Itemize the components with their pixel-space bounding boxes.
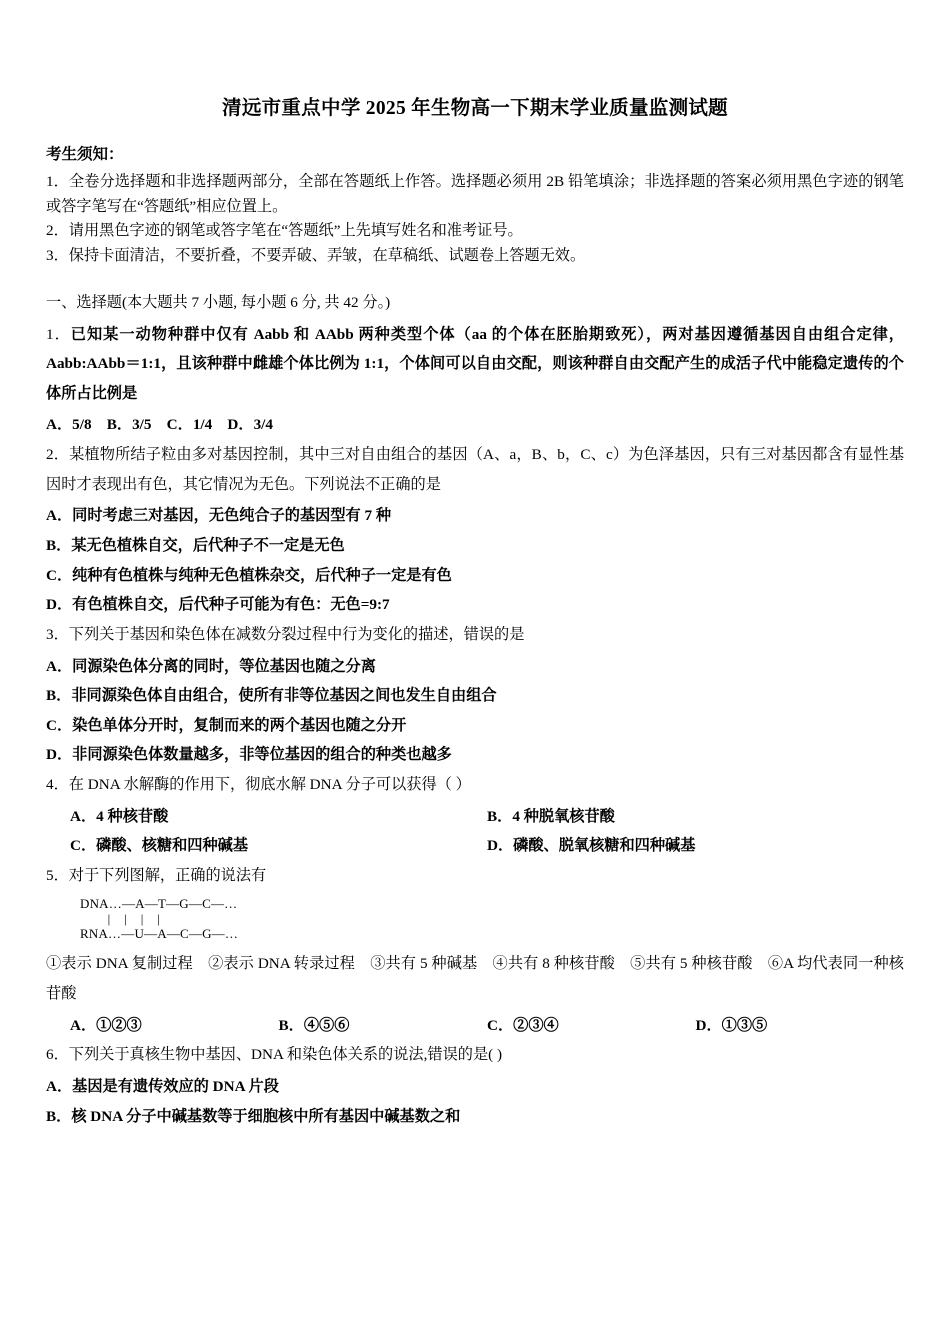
question-1-text <box>46 320 904 409</box>
dna-figure-line-1: DNA…—A—T—G—C—… <box>80 895 238 911</box>
question-2 <box>46 440 904 620</box>
question-6-text <box>46 1040 904 1070</box>
question-6-option-b: B．核 DNA 分子中碱基数等于细胞核中所有基因中碱基数之和 <box>46 1107 461 1125</box>
question-4-stem: 在 DNA 水解酶的作用下，彻底水解 DNA 分子可以获得（ ） <box>68 776 471 794</box>
question-6-option-a: A．基因是有遗传效应的 DNA 片段 <box>46 1078 279 1096</box>
question-1-options: A．5/8 B．3/5 C．1/4 D．3/4 <box>46 416 273 434</box>
notice-line-1: 1．全卷分选择题和非选择题两部分，全部在答题纸上作答。选择题必须用 2B 铅笔填涂；非选择题的答案必须用黑色字迹的钢笔或答字笔写在“答题纸”相应位置上。 <box>46 173 904 215</box>
question-5-stem: 对于下列图解，正确的说法有 <box>68 867 267 885</box>
question-4-option-b: B．4 种脱氧核苷酸 <box>487 807 615 825</box>
question-2-option-c: C．纯种有色植株与纯种无色植株杂交，后代种子一定是有色 <box>46 566 452 584</box>
dna-figure-line-3: RNA…—U—A—C—G—… <box>80 925 239 941</box>
question-5-number: 5． <box>46 867 69 885</box>
question-5-option-a: A．①②③ <box>70 1016 142 1034</box>
question-3-stem: 下列关于基因和染色体在减数分裂过程中行为变化的描述，错误的是 <box>68 625 525 643</box>
notice-line-2: 2．请用黑色字迹的钢笔或答字笔在“答题纸”上先填写姓名和准考证号。 <box>46 222 523 240</box>
question-2-number: 2． <box>46 446 70 464</box>
question-3-option-c: C．染色单体分开时，复制而来的两个基因也随之分开 <box>46 716 407 734</box>
question-3-option-b: B．非同源染色体自由组合，使所有非等位基因之间也发生自由组合 <box>46 687 497 705</box>
question-1 <box>46 320 904 441</box>
question-3 <box>46 620 904 770</box>
question-2-option-d: D．有色植株自交，后代种子可能为有色：无色=9:7 <box>46 596 390 614</box>
notice-heading: 考生须知： <box>46 146 124 163</box>
question-4-option-a: A．4 种核苷酸 <box>70 807 169 825</box>
question-5-option-b: B．④⑤⑥ <box>278 1016 350 1034</box>
question-2-text <box>46 440 904 499</box>
question-5-text <box>46 861 904 891</box>
question-3-option-d: D．非同源染色体数量越多，非等位基因的组合的种类也越多 <box>46 746 452 764</box>
question-4-text <box>46 770 904 800</box>
question-5-options <box>46 1011 904 1041</box>
question-3-number: 3． <box>46 625 69 643</box>
question-5-option-d: D．①③⑤ <box>695 1016 768 1034</box>
question-5-option-c: C．②③④ <box>487 1016 559 1034</box>
question-1-number: 1． <box>46 325 71 343</box>
question-4-options-row-1 <box>46 802 904 832</box>
dna-rna-pairing-figure <box>80 897 904 942</box>
question-2-stem: 某植物所结子粒由多对基因控制，其中三对自由组合的基因（A、a，B、b，C、c）为色泽基因，只有三对基因都含有显性基因时才表现出有色，其它情况为无色。下列说法不正确的是 <box>46 446 905 493</box>
section-title-multiple-choice: 一、选择题(本大题共 7 小题, 每小题 6 分, 共 42 分。) <box>46 293 391 311</box>
page-title: 清远市重点中学 2025 年生物高一下期末学业质量监测试题 <box>222 98 728 119</box>
question-6-number: 6． <box>46 1046 69 1064</box>
question-5-substem: ①表示 DNA 复制过程 ②表示 DNA 转录过程 ③共有 5 种碱基 ④共有 8 种核苷酸 ⑤共有 5 种核苷酸 ⑥A 均代表同一种核苷酸 <box>46 955 904 1003</box>
question-4-options-row-2 <box>46 831 904 861</box>
question-4-option-d: D．磷酸、脱氧核糖和四种碱基 <box>487 837 696 855</box>
question-2-option-b: B．某无色植株自交，后代种子不一定是无色 <box>46 536 345 554</box>
dna-figure-line-2: | | | | <box>80 910 161 926</box>
question-3-option-a: A．同源染色体分离的同时，等位基因也随之分离 <box>46 657 376 675</box>
question-6-stem: 下列关于真核生物中基因、DNA 和染色体关系的说法,错误的是( ) <box>68 1046 503 1064</box>
question-4-option-c: C．磷酸、核糖和四种碱基 <box>70 837 249 855</box>
question-4 <box>46 770 904 861</box>
question-5 <box>46 861 904 1040</box>
question-3-text <box>46 620 904 650</box>
question-2-option-a: A．同时考虑三对基因，无色纯合子的基因型有 7 种 <box>46 507 392 525</box>
notice-line-3: 3．保持卡面清洁，不要折叠，不要弄破、弄皱，在草稿纸、试题卷上答题无效。 <box>46 246 586 264</box>
question-6 <box>46 1040 904 1131</box>
question-4-number: 4． <box>46 776 69 794</box>
question-1-stem: 已知某一动物种群中仅有 Aabb 和 AAbb 两种类型个体（aa 的个体在胚胎期致死），两对基因遵循基因自由组合定律，Aabb:AAbb＝1:1，且该种群中雌雄个体比例为 1:1，个体间可以自由交配，则该种群自由交配产生的成活子代中能稳定遗传的个体所占比例是 <box>46 325 904 402</box>
